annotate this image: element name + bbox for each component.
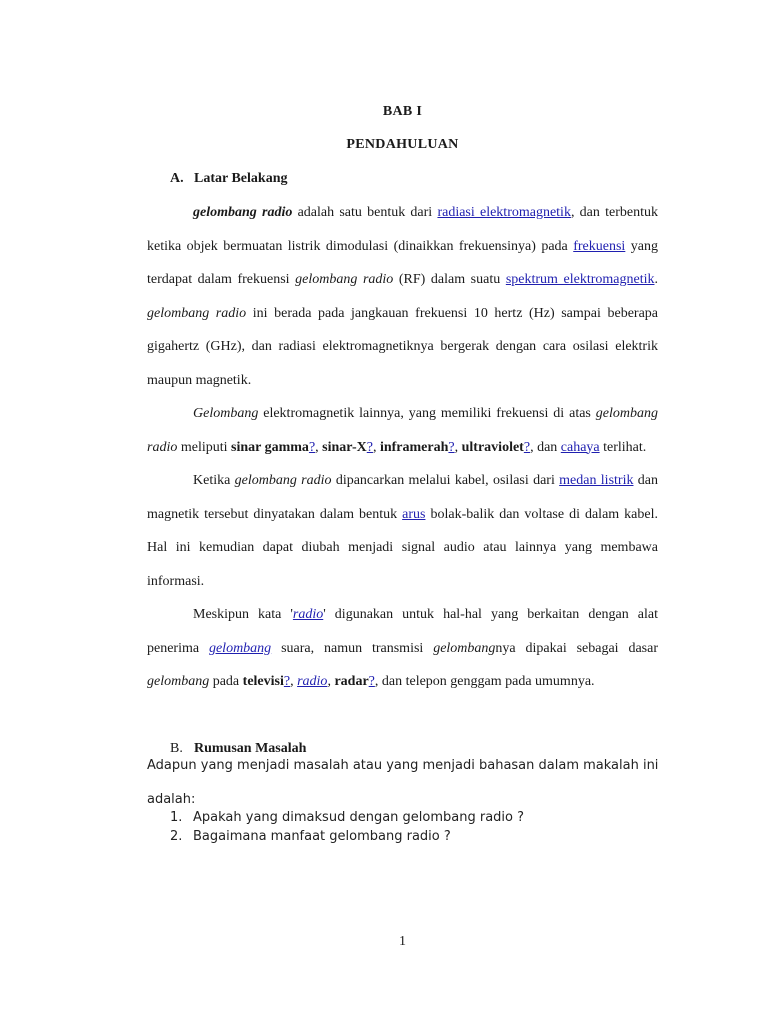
link-sinar-x-ref[interactable]: ? (366, 439, 373, 455)
text-run: elektromagnetik lainnya, yang memiliki frekuensi di atas (258, 406, 596, 421)
paragraph-2 (147, 397, 658, 464)
term-televisi: televisi (242, 674, 284, 689)
term-gelombang-radio: gelombang radio (147, 305, 247, 321)
paragraph-4 (147, 598, 658, 699)
link-radar-ref[interactable]: ? (368, 674, 375, 689)
section-b-title: Rumusan Masalah (194, 741, 307, 756)
chapter-label: BAB I (382, 104, 423, 119)
list-item (170, 808, 524, 827)
term-gelombang: gelombang (147, 674, 210, 689)
list-number: 1. (170, 810, 183, 825)
link-radiasi-elektromagnetik[interactable]: radiasi elektromagnetik (437, 205, 571, 220)
term-gelombang-radio: gelombang radio (295, 272, 394, 287)
text-run: ini berada pada jangkauan frekuensi 10 hertz (Hz) sampai beberapa gigahertz (GHz), dan radiasi elektromagnetiknya bergerak dengan cara osilasi elektrik maupun magnetik. (147, 305, 658, 388)
text-run: nya dipakai sebagai dasar (495, 640, 658, 656)
link-sinar-gamma-ref[interactable]: ? (308, 439, 316, 455)
term-radar: radar (334, 674, 369, 689)
link-arus[interactable]: arus (402, 506, 426, 522)
list-text: Bagaimana manfaat gelombang radio ? (193, 829, 451, 844)
link-cahaya[interactable]: cahaya (560, 439, 600, 455)
section-a-heading (170, 171, 287, 187)
text-run: meliputi (177, 439, 232, 455)
term-gelombang-radio: gelombang radio (193, 205, 293, 220)
paragraph-3 (147, 464, 658, 598)
page-number: 1 (399, 934, 406, 949)
text-run: , (372, 439, 380, 455)
text-run: dipancarkan melalui kabel, osilasi dari (331, 473, 560, 488)
term-sinar-gamma: sinar gamma (231, 439, 309, 455)
section-a-title: Latar Belakang (194, 171, 288, 186)
term-sinar-x: sinar-X (322, 439, 367, 455)
section-a-number: A. (170, 171, 184, 186)
text-run: terlihat. (599, 439, 647, 455)
term-ultraviolet: ultraviolet (461, 439, 524, 455)
text-run: yang terdapat dalam frekuensi (147, 238, 659, 287)
rumusan-intro-line1: Adapun yang menjadi masalah atau yang menjadi bahasan dalam makalah ini (147, 758, 659, 773)
chapter-title: PENDAHULUAN (346, 137, 459, 152)
text-run: Meskipun kata ' (193, 607, 293, 622)
term-gelombang: gelombang (433, 640, 496, 656)
text-run: , (290, 674, 298, 689)
text-run: suara, namun transmisi (271, 640, 434, 656)
rumusan-intro-line2: adalah: (147, 792, 196, 807)
paragraph-1 (147, 196, 658, 397)
body-paragraphs (147, 196, 658, 699)
text-run: ' digunakan untuk hal-hal yang berkaitan dengan alat penerima (147, 607, 658, 656)
text-run: , (454, 439, 462, 455)
text-run: . (654, 272, 658, 287)
list-text: Apakah yang dimaksud dengan gelombang radio ? (193, 810, 525, 825)
text-run: dan magnetik tersebut dinyatakan dalam bentuk (147, 473, 658, 522)
text-run: , dan telepon genggam pada umumnya. (374, 674, 595, 689)
text-run: , (327, 674, 335, 689)
link-radio[interactable]: radio (297, 674, 328, 689)
link-gelombang[interactable]: gelombang (208, 640, 272, 656)
section-b-number: B. (170, 741, 183, 756)
list-number: 2. (170, 829, 183, 844)
link-frekuensi[interactable]: frekuensi (573, 238, 626, 254)
term-gelombang-radio: gelombang radio (147, 406, 658, 455)
link-inframerah-ref[interactable]: ? (448, 439, 455, 455)
text-run: pada (209, 674, 243, 689)
text-run: , (315, 439, 323, 455)
text-run: Ketika (193, 473, 235, 488)
text-run: bolak-balik dan voltase di dalam kabel. Hal ini kemudian dapat diubah menjadi signal audio atau lainnya yang membawa informasi. (147, 506, 658, 589)
term-gelombang: Gelombang (193, 406, 259, 421)
term-inframerah: inframerah (379, 439, 449, 455)
term-gelombang-radio: gelombang radio (234, 473, 332, 488)
text-run: (RF) dalam suatu (393, 272, 506, 287)
section-b-heading (170, 741, 306, 757)
link-spektrum-elektromagnetik[interactable]: spektrum elektromagnetik (505, 272, 655, 287)
question-list (170, 808, 524, 846)
list-item (170, 827, 524, 846)
text-run: adalah satu bentuk dari (292, 205, 438, 220)
link-televisi-ref[interactable]: ? (283, 674, 291, 689)
text-run: , dan (530, 439, 561, 455)
link-medan-listrik[interactable]: medan listrik (559, 473, 634, 488)
link-ultraviolet-ref[interactable]: ? (523, 439, 531, 455)
text-run: , dan terbentuk ketika objek bermuatan listrik dimodulasi (dinaikkan frekuensinya) pada (147, 205, 658, 254)
link-radio-italic[interactable]: radio (292, 607, 324, 622)
